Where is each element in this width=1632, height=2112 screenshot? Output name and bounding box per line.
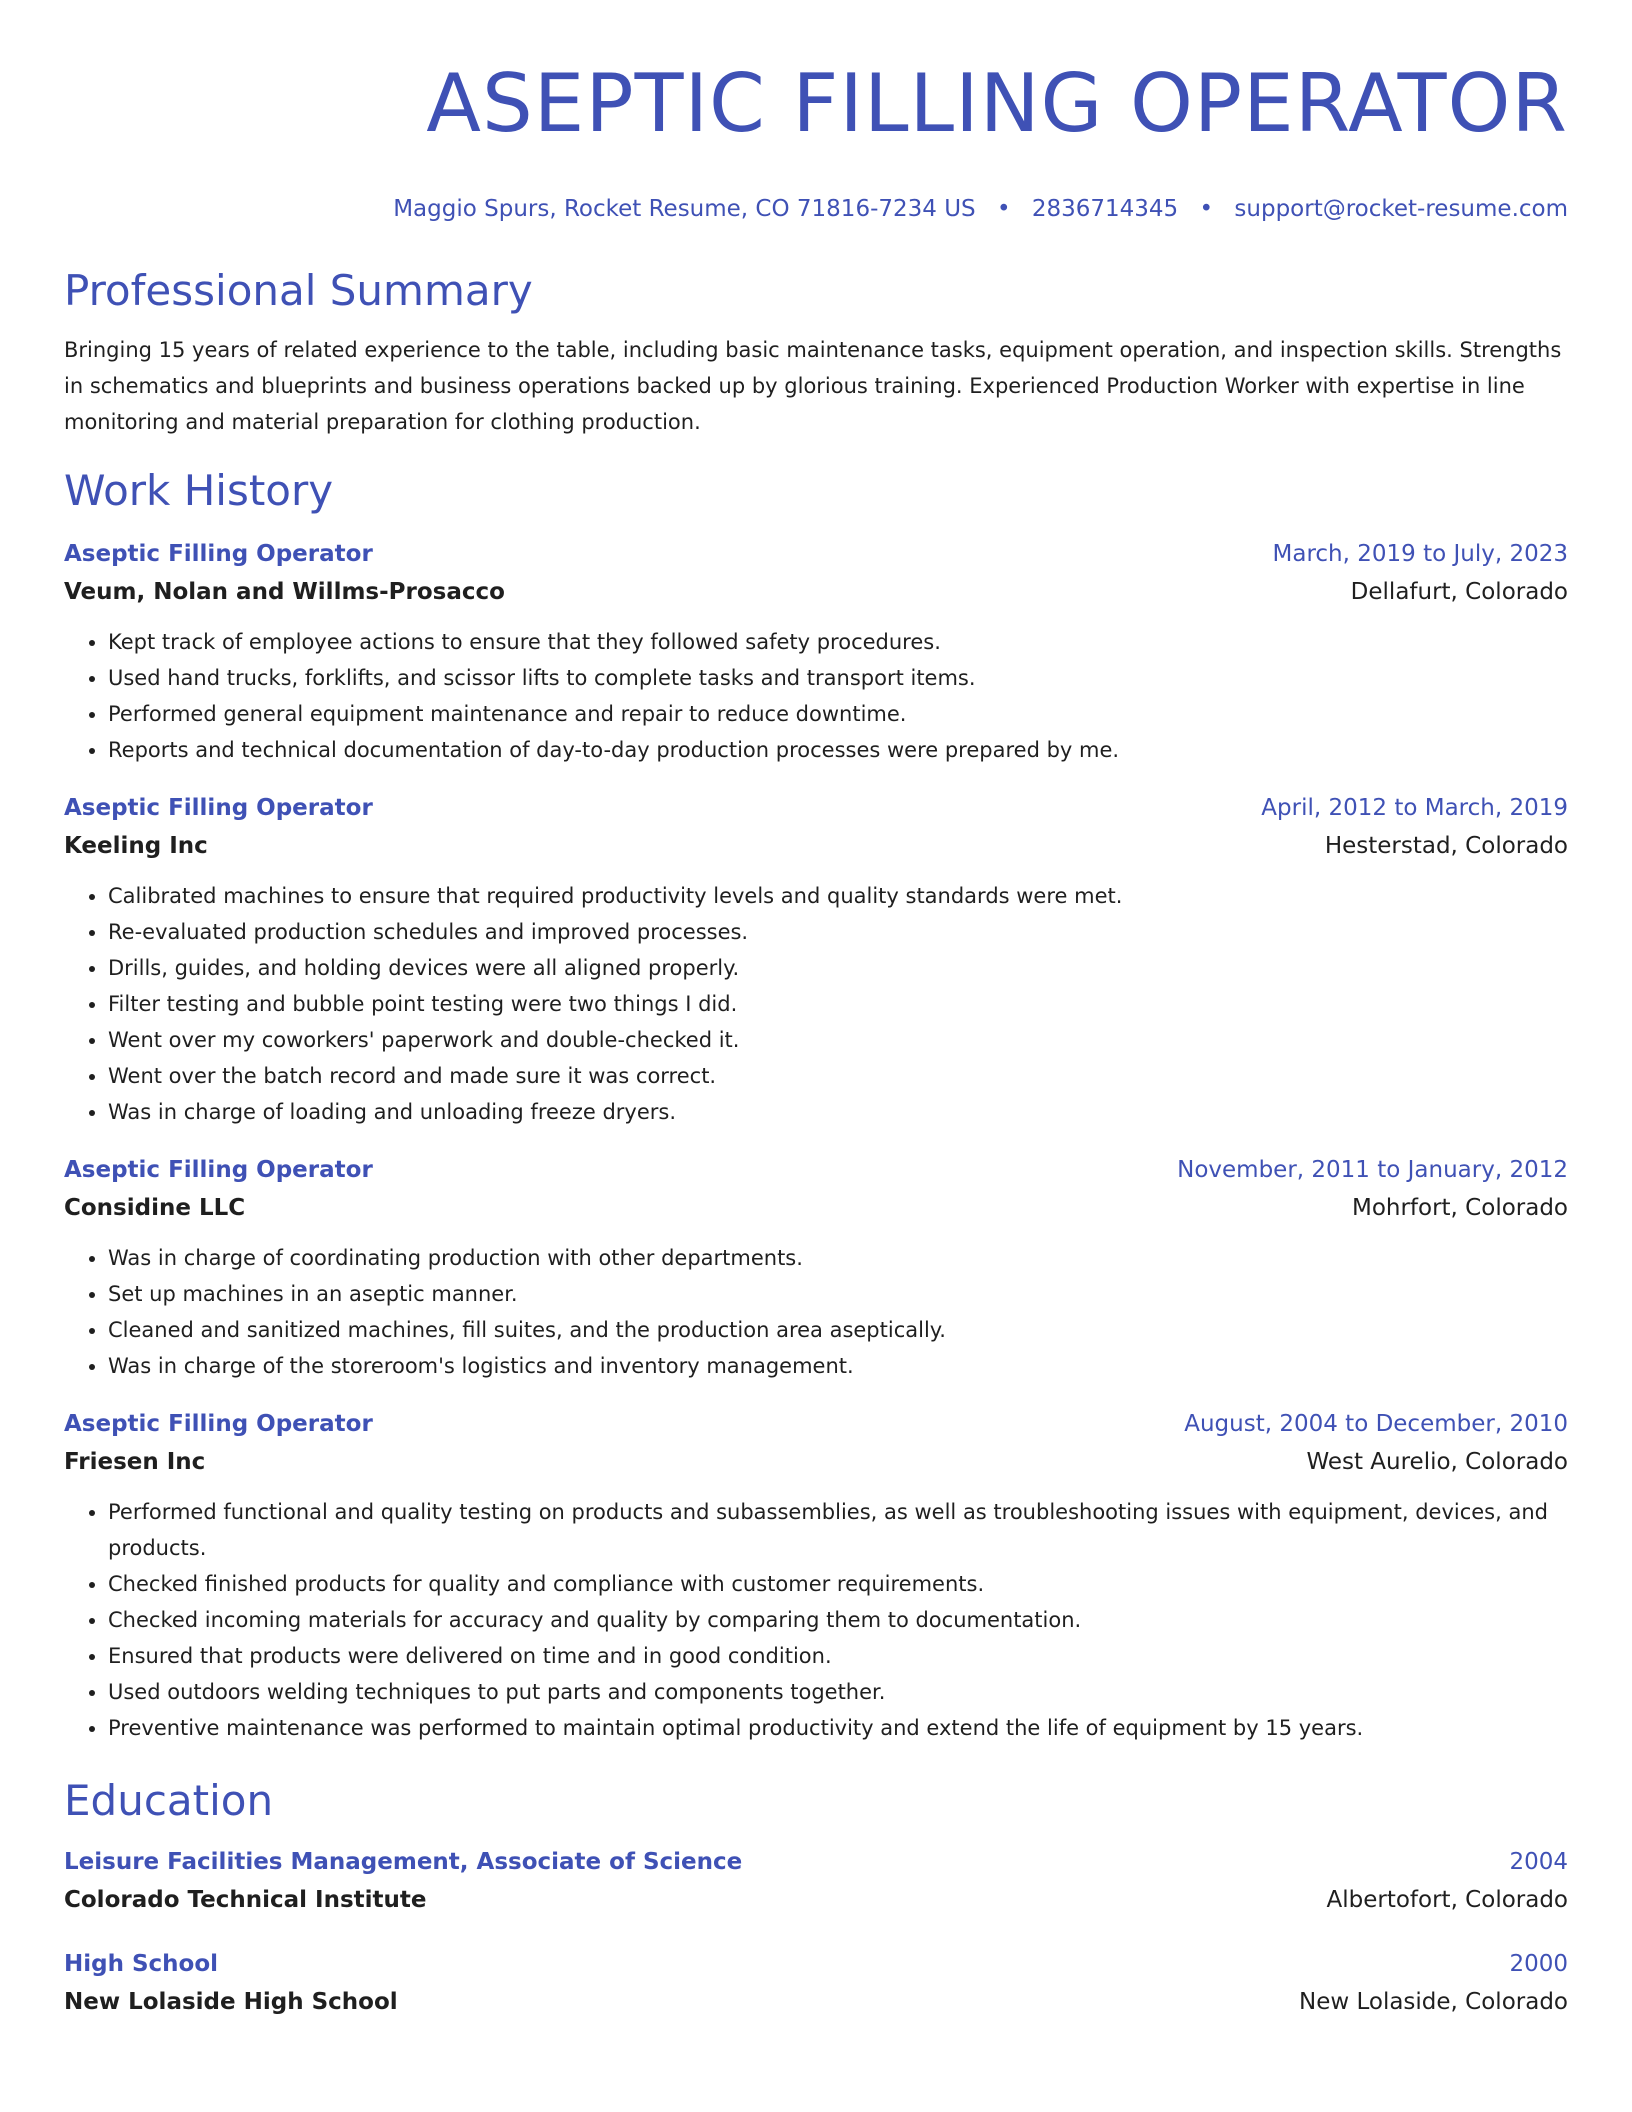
job-bullets [64, 878, 1568, 1130]
resume-header [64, 0, 1568, 224]
job-company: Friesen Inc [64, 1449, 206, 1475]
job-header-row [64, 790, 1568, 826]
contact-address: Maggio Spurs, Rocket Resume, CO 71816-7234 US [393, 196, 976, 222]
job-bullet: • Drills, guides, and holding devices were all aligned properly. [108, 950, 1568, 986]
education-degree: High School [64, 1951, 219, 1977]
education-location: New Lolaside, Colorado [1298, 1989, 1568, 2015]
education-school: New Lolaside High School [64, 1989, 398, 2015]
job-entry [64, 790, 1568, 1130]
summary-text: Bringing 15 years of related experience to the table, including basic maintenance tasks, equipment operation, and inspection skills. Strengths in schematics and blueprints and business operations backed up by glorious training. Experienced Production Worker with expertise in line monitoring and material preparation for clothing production. [64, 338, 1562, 434]
contact-email[interactable]: support@rocket-resume.com [1234, 196, 1568, 222]
job-bullet: • Was in charge of loading and unloading freeze dryers. [108, 1094, 1568, 1130]
education-header-row [64, 1946, 1568, 1982]
job-entry [64, 1152, 1568, 1384]
job-company: Veum, Nolan and Willms-Prosacco [64, 579, 505, 605]
job-header-row [64, 536, 1568, 572]
job-company-row [64, 826, 1568, 866]
job-bullet: • Kept track of employee actions to ensure that they followed safety procedures. [108, 624, 1568, 660]
job-location: West Aurelio, Colorado [1306, 1449, 1568, 1475]
job-dates: March, 2019 to July, 2023 [1272, 541, 1568, 567]
work-history-heading: Work History [64, 466, 334, 515]
job-role: Aseptic Filling Operator [64, 1411, 373, 1437]
job-bullet: • Cleaned and sanitized machines, fill suites, and the production area aseptically. [108, 1312, 1568, 1348]
education-section [64, 1776, 1568, 2022]
education-school-row [64, 1880, 1568, 1920]
job-bullet: • Preventive maintenance was performed to maintain optimal productivity and extend the life of equipment by 15 years. [108, 1710, 1568, 1746]
job-bullet: • Set up machines in an aseptic manner. [108, 1276, 1568, 1312]
job-bullet: • Used outdoors welding techniques to put parts and components together. [108, 1674, 1568, 1710]
job-bullet: • Went over my coworkers' paperwork and double-checked it. [108, 1022, 1568, 1058]
job-bullet: • Reports and technical documentation of day-to-day production processes were prepared by me. [108, 732, 1568, 768]
job-location: Mohrfort, Colorado [1351, 1195, 1568, 1221]
education-entry [64, 1844, 1568, 1920]
contact-separator: • [996, 196, 1011, 222]
job-header-row [64, 1152, 1568, 1188]
job-bullets [64, 1240, 1568, 1384]
education-entry [64, 1946, 1568, 2022]
job-location: Dellafurt, Colorado [1350, 579, 1568, 605]
summary-heading: Professional Summary [64, 266, 533, 315]
job-header-row [64, 1406, 1568, 1442]
job-bullet: • Checked finished products for quality and compliance with customer requirements. [108, 1566, 1568, 1602]
job-bullet: • Checked incoming materials for accuracy and quality by comparing them to documentation. [108, 1602, 1568, 1638]
job-bullet: • Was in charge of the storeroom's logistics and inventory management. [108, 1348, 1568, 1384]
job-role: Aseptic Filling Operator [64, 541, 373, 567]
education-school-row [64, 1982, 1568, 2022]
education-location: Albertofort, Colorado [1326, 1887, 1568, 1913]
job-bullets [64, 624, 1568, 768]
job-entry [64, 1406, 1568, 1746]
job-company-row [64, 1188, 1568, 1228]
work-history-section [64, 466, 1568, 1746]
job-company: Considine LLC [64, 1195, 246, 1221]
job-company-row [64, 572, 1568, 612]
job-bullet: • Performed functional and quality testing on products and subassemblies, as well as troubleshooting issues with equipment, devices, and products. [108, 1494, 1568, 1566]
candidate-title: ASEPTIC FILLING OPERATOR [426, 57, 1568, 150]
job-bullet: • Was in charge of coordinating production with other departments. [108, 1240, 1568, 1276]
education-school: Colorado Technical Institute [64, 1887, 427, 1913]
job-bullet: • Filter testing and bubble point testing were two things I did. [108, 986, 1568, 1022]
education-year: 2000 [1509, 1951, 1568, 1977]
job-entry [64, 536, 1568, 768]
job-dates: November, 2011 to January, 2012 [1177, 1157, 1568, 1183]
job-dates: August, 2004 to December, 2010 [1184, 1411, 1568, 1437]
job-role: Aseptic Filling Operator [64, 1157, 373, 1183]
job-bullets [64, 1494, 1568, 1746]
job-location: Hesterstad, Colorado [1324, 833, 1568, 859]
job-company: Keeling Inc [64, 833, 208, 859]
job-role: Aseptic Filling Operator [64, 795, 373, 821]
job-bullet: • Performed general equipment maintenance and repair to reduce downtime. [108, 696, 1568, 732]
job-bullet: • Ensured that products were delivered on time and in good condition. [108, 1638, 1568, 1674]
education-degree: Leisure Facilities Management, Associate of Science [64, 1849, 743, 1875]
contact-line [64, 194, 1568, 224]
job-bullet: • Re-evaluated production schedules and improved processes. [108, 914, 1568, 950]
job-company-row [64, 1442, 1568, 1482]
education-heading: Education [64, 1776, 274, 1825]
job-bullet: • Calibrated machines to ensure that required productivity levels and quality standards were met. [108, 878, 1568, 914]
job-bullet: • Went over the batch record and made sure it was correct. [108, 1058, 1568, 1094]
contact-phone[interactable]: 2836714345 [1031, 196, 1179, 222]
job-bullet: • Used hand trucks, forklifts, and scissor lifts to complete tasks and transport items. [108, 660, 1568, 696]
education-header-row [64, 1844, 1568, 1880]
summary-section [64, 266, 1568, 440]
contact-separator: • [1199, 196, 1214, 222]
education-year: 2004 [1509, 1849, 1568, 1875]
job-dates: April, 2012 to March, 2019 [1261, 795, 1568, 821]
